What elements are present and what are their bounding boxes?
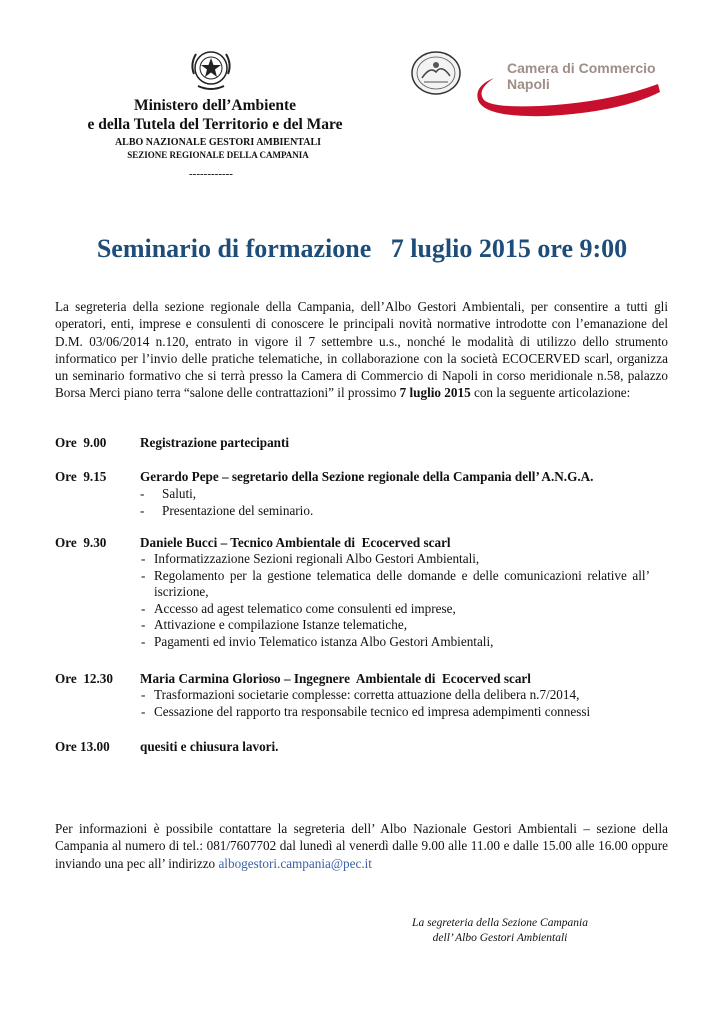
schedule-time: Ore 9.15 — [55, 469, 107, 484]
signature-line-1: La segreteria della Sezione Campania — [412, 917, 588, 929]
contact-info — [55, 820, 668, 872]
albo-name: ALBO NAZIONALE GESTORI AMBIENTALI — [114, 137, 322, 148]
schedule-title: Maria Carmina Glorioso – Ingegnere Ambientale di Ecocerved scarl — [140, 671, 531, 686]
ministry-line-1: Ministero dell’Ambiente — [133, 97, 296, 114]
schedule-items — [140, 551, 650, 650]
schedule-title: Registrazione partecipanti — [140, 435, 290, 450]
header-separator: ------------ — [189, 168, 233, 180]
italian-republic-emblem-icon — [186, 44, 236, 94]
camera-line-1: Camera di Commercio — [507, 60, 656, 76]
camera-commercio-name — [507, 60, 656, 92]
list-item: - Pagamenti ed invio Telematico istanza Albo Gestori Ambientali, — [140, 634, 650, 651]
schedule-time: Ore 9.00 — [55, 435, 107, 450]
signature — [370, 916, 630, 946]
camera-line-2: Napoli — [507, 76, 550, 92]
schedule-time: Ore 13.00 — [55, 739, 110, 754]
list-item: - Saluti, — [140, 486, 650, 503]
list-item: - Attivazione e compilazione Istanze telematiche, — [140, 617, 650, 634]
list-item: - Informatizzazione Sezioni regionali Albo Gestori Ambientali, — [140, 551, 650, 568]
ministry-title — [70, 96, 360, 134]
intro-text-after: con la seguente articolazione: — [470, 385, 631, 401]
intro-paragraph — [55, 298, 668, 402]
chamber-seal-icon — [410, 50, 462, 96]
list-item: - Cessazione del rapporto tra responsabile tecnico ed impresa adempimenti connessi — [140, 704, 670, 721]
contact-text: Per informazioni è possibile contattare la segreteria dell’ Albo Nazionale Gestori Ambientali – sezione della Campania al numero di tel.: 081/7607702 dal lunedì al venerdì dalle 9.00 alle 11.00 e dalle 15.00 alle 16.00 oppure inviando una pec all’ indirizzo — [55, 821, 668, 871]
list-item: - Regolamento per la gestione telematica delle domande e delle comunicazioni relative all’ iscrizione, — [140, 568, 650, 601]
albo-section: SEZIONE REGIONALE DELLA CAMPANIA — [127, 150, 309, 160]
list-item: - Accesso ad agest telematico come consulenti ed imprese, — [140, 601, 650, 618]
schedule-items — [140, 687, 670, 720]
schedule-title: Daniele Bucci – Tecnico Ambientale di Ecocerved scarl — [140, 535, 451, 550]
ministry-line-2: e della Tutela del Territorio e del Mare — [87, 116, 343, 133]
list-item: - Presentazione del seminario. — [140, 503, 650, 520]
schedule-items — [140, 486, 650, 519]
schedule-title: Gerardo Pepe – segretario della Sezione regionale della Campania dell’ A.N.G.A. — [140, 469, 594, 484]
schedule-time: Ore 9.30 — [55, 535, 107, 550]
signature-line-2: dell’ Albo Gestori Ambientali — [432, 932, 568, 944]
list-item: - Trasformazioni societarie complesse: corretta attuazione della delibera n.7/2014, — [140, 687, 670, 704]
page-title: Seminario di formazione 7 luglio 2015 ore 9:00 — [96, 234, 628, 263]
intro-date: 7 luglio 2015 — [399, 385, 471, 401]
contact-email-link[interactable]: albogestori.campania@pec.it — [218, 855, 372, 871]
schedule-title: quesiti e chiusura lavori. — [140, 739, 279, 754]
schedule-time: Ore 12.30 — [55, 671, 113, 686]
intro-text-before: La segreteria della sezione regionale della Campania, dell’Albo Gestori Ambientali, per consentire a tutti gli operatori, enti, imprese e consulenti di conoscere le principali novità normative introdotte con l’emanazione del D.M. 03/06/2014 n.120, entrato in vigore il 7 settembre u.s., nonché le modalità di utilizzo dello strumento informatico per l’invio delle pratiche telematiche, in collaborazione con la società ECOCERVED scarl, organizza un seminario formativo che si terrà presso la Camera di Commercio di Napoli in corso meridionale n.58, palazzo Borsa Merci piano terra “salone delle contrattazioni” il prossimo — [55, 299, 668, 401]
